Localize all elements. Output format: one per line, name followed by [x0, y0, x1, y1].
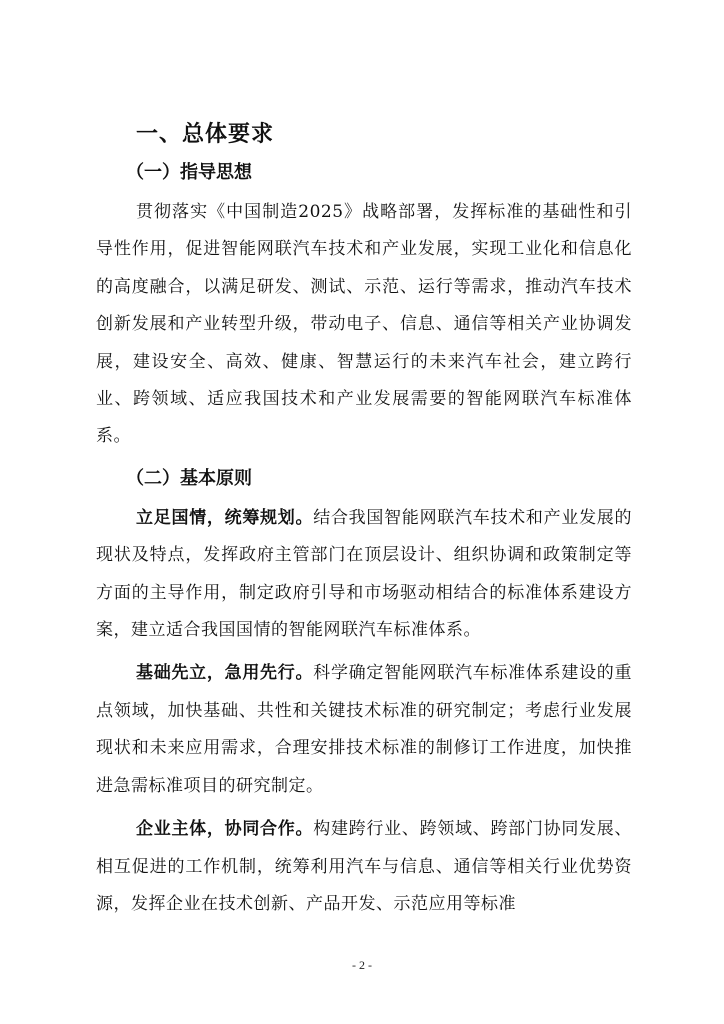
paragraph-principle-1: [96, 500, 632, 650]
principle-1-lead: 立足国情，统筹规划。: [136, 507, 314, 528]
paragraph-guiding-ideology: 贯彻落实《中国制造2025》战略部署，发挥标准的基础性和引导性作用，促进智能网联汽车技术和产业发展，实现工业化和信息化的高度融合，以满足研发、测试、示范、运行等需求，推动汽车技术创新发展和产业转型升级，带动电子、信息、通信等相关产业协调发展，建设安全、高效、健康、智慧运行的未来汽车社会，建立跨行业、跨领域、适应我国技术和产业发展需要的智能网联汽车标准体系。: [96, 202, 632, 447]
principle-1-text: 结合我国智能网联汽车技术和产业发展的现状及特点，发挥政府主管部门在顶层设计、组织协调和政策制定等方面的主导作用，制定政府引导和市场驱动相结合的标准体系建设方案，建立适合我国国情的智能网联汽车标准体系。: [96, 507, 633, 641]
principle-2-text: 科学确定智能网联汽车标准体系建设的重点领域，加快基础、共性和关键技术标准的研究制定；考虑行业发展现状和未来应用需求，合理安排技术标准的制修订工作进度，加快推进急需标准项目的研究制定。: [96, 663, 633, 796]
section-heading: 一、总体要求: [136, 122, 275, 147]
subsection-heading-guiding-ideology: （一）指导思想: [126, 162, 252, 183]
paragraph-principle-2: [96, 655, 632, 805]
paragraph-principle-3: [96, 811, 632, 923]
principle-3-text: 构建跨行业、跨领域、跨部门协同发展、相互促进的工作机制，统筹利用汽车与信息、通信等相关行业优势资源，发挥企业在技术创新、产品开发、示范应用等标准: [96, 819, 633, 914]
subsection-heading-basic-principles: （二）基本原则: [126, 467, 252, 489]
principle-3-lead: 企业主体，协同合作。: [136, 819, 314, 840]
page-number: - 2 -: [352, 958, 372, 972]
principle-2-lead: 基础先立，急用先行。: [136, 663, 314, 684]
document-body: [96, 118, 632, 929]
